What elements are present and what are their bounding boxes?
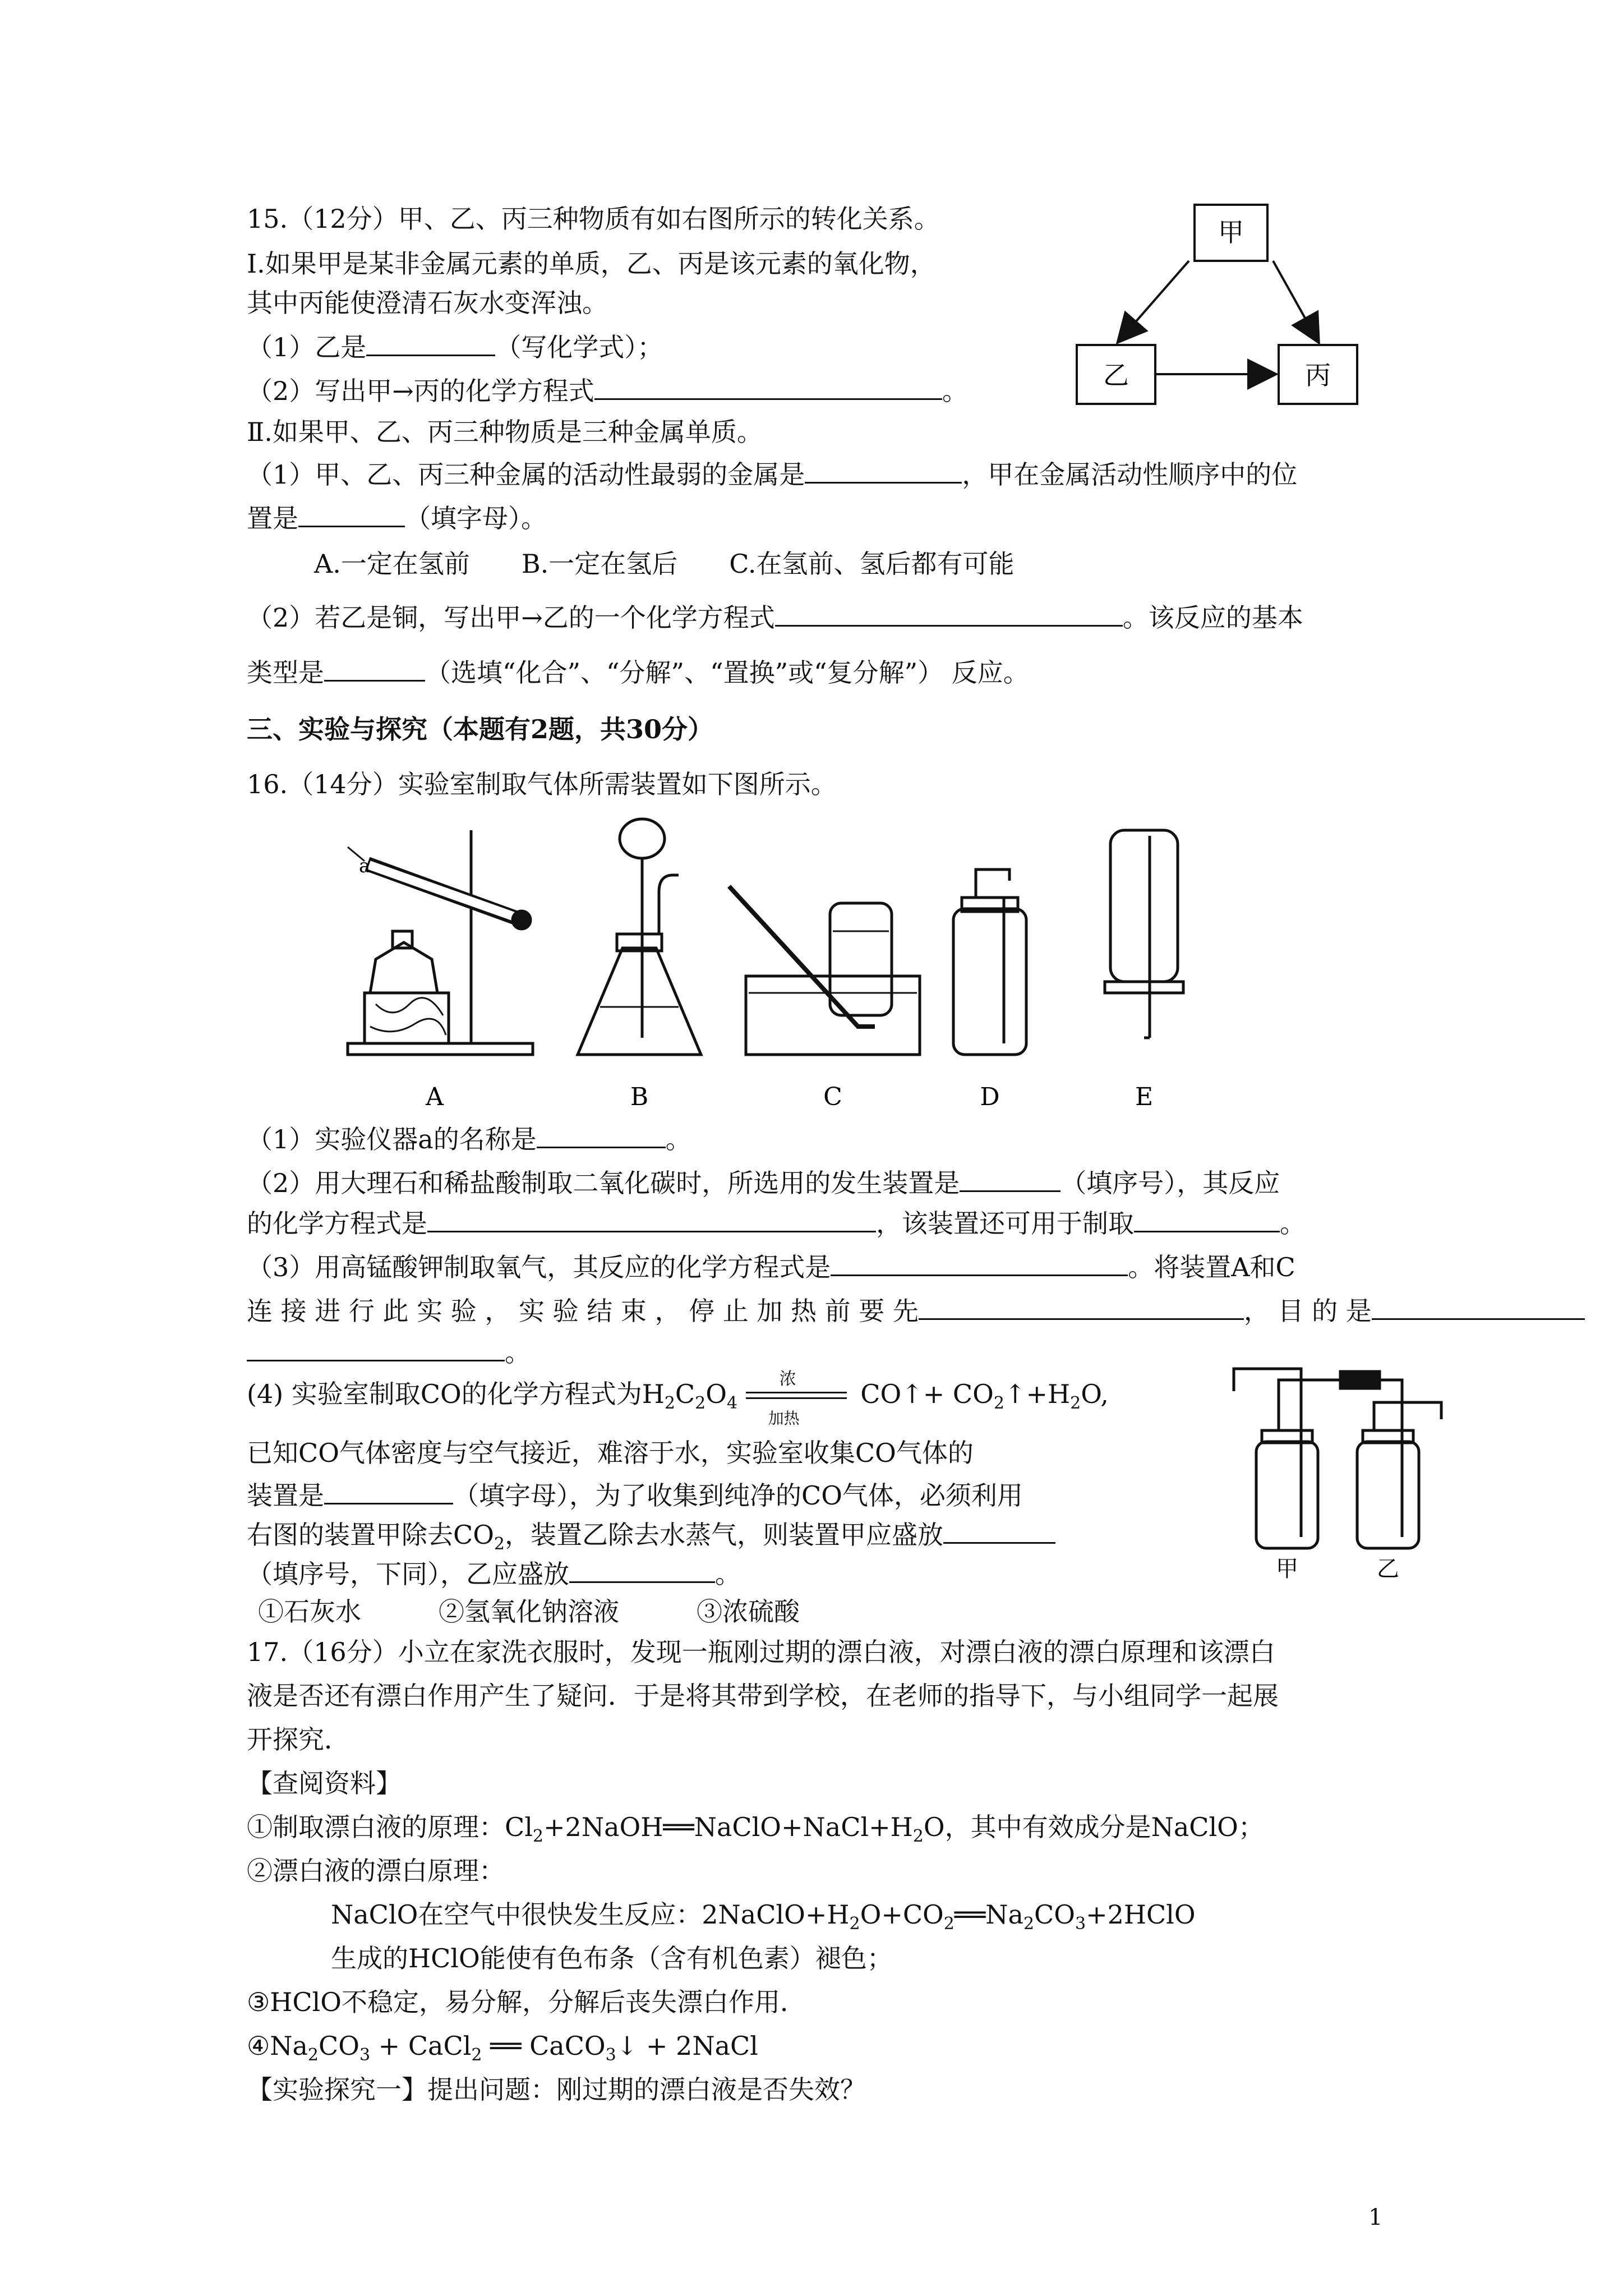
answer-blank[interactable] bbox=[537, 1122, 666, 1148]
q16-line3: （2）用大理石和稀盐酸制取二氧化碳时，所选用的发生装置是 （填序号），其反应 bbox=[247, 1166, 1280, 1200]
answer-blank[interactable] bbox=[594, 374, 942, 400]
label-A: A bbox=[426, 1083, 444, 1111]
q16-line5: （3）用高锰酸钾制取氧气，其反应的化学方程式是 。将装置A和C bbox=[247, 1250, 1295, 1284]
label-instrument-a: a bbox=[359, 855, 371, 877]
node-bing: 丙 bbox=[1305, 360, 1331, 390]
washing-bottles-figure bbox=[1217, 1346, 1475, 1588]
label-C: C bbox=[823, 1083, 842, 1111]
bottle-e bbox=[1110, 830, 1178, 982]
q15-line6: Ⅱ.如果甲、乙、丙三种物质是三种金属单质。 bbox=[247, 417, 763, 447]
answer-blank[interactable] bbox=[831, 1250, 1128, 1276]
q16-options: ①石灰水 ②氢氧化钠溶液 ③浓硫酸 bbox=[258, 1596, 800, 1627]
q15-line4: （1）乙是 （写化学式）； bbox=[247, 330, 663, 364]
q17-line3: 开探究． bbox=[247, 1724, 350, 1755]
q17-line7: NaClO在空气中很快发生反应：$2NaClO+H_2O+CO_2══Na_2CO_3+2HClO$ bbox=[331, 1899, 1196, 1934]
q16-line6: 连 接 进 行 此 实 验 ， 实 验 结 束 ， 停 止 加 热 前 要 先 ， 目 的 是 bbox=[247, 1294, 1585, 1328]
q15-line7: （1）甲、乙、丙三种金属的活动性最弱的金属是 ，甲在金属活动性顺序中的位 bbox=[247, 457, 1297, 491]
label-yi: 乙 bbox=[1377, 1556, 1399, 1582]
q16-line2: （1）实验仪器a的名称是 。 bbox=[247, 1122, 691, 1156]
answer-blank[interactable] bbox=[324, 1478, 453, 1504]
q15-line2: Ⅰ.如果甲是某非金属元素的单质，乙、丙是该元素的氧化物， bbox=[247, 249, 936, 279]
answer-blank[interactable] bbox=[366, 330, 495, 356]
apparatus-figure bbox=[336, 813, 1279, 1116]
answer-blank[interactable] bbox=[427, 1206, 876, 1232]
q16-line8: (4) 实验室制取CO的化学方程式为$H_2C_2O_4$ 浓 加热 CO↑+ $CO_2↑+H_2O$, bbox=[247, 1369, 1109, 1428]
q15-line3: 其中丙能使澄清石灰水变浑浊。 bbox=[247, 288, 608, 318]
q17-line10: $④Na_2CO_3$ + CaCl$_2$ ══ CaCO$_3$↓ + 2NaCl bbox=[247, 2031, 758, 2065]
label-B: B bbox=[630, 1083, 649, 1111]
answer-blank[interactable] bbox=[960, 1166, 1061, 1192]
q16-line12: （填序号，下同），乙应盛放 。 bbox=[247, 1557, 741, 1591]
q17-line5: ①制取漂白液的原理：$Cl_2+2NaOH══NaClO+NaCl+H_2O$，其中有效成分是NaClO； bbox=[247, 1812, 1264, 1847]
bottle-yi bbox=[1357, 1442, 1419, 1548]
q15-line11: 类型是 （选填“化合”、“分解”、“置换”或“复分解”） 反应。 bbox=[247, 655, 1029, 689]
q16-line4: 的化学方程式是 ，该装置还可用于制取 。 bbox=[247, 1206, 1306, 1240]
q16-line1: 16.（14分）实验室制取气体所需装置如下图所示。 bbox=[247, 769, 837, 799]
page-number: 1 bbox=[1368, 2205, 1383, 2230]
node-jia: 甲 bbox=[1218, 217, 1244, 247]
water-trough bbox=[746, 976, 920, 1055]
q17-line6: ②漂白液的漂白原理： bbox=[247, 1856, 505, 1886]
answer-blank[interactable] bbox=[324, 655, 425, 682]
answer-blank[interactable] bbox=[1372, 1294, 1585, 1320]
q17-line4: 【查阅资料】 bbox=[247, 1768, 402, 1798]
answer-blank[interactable] bbox=[919, 1294, 1244, 1320]
answer-blank[interactable] bbox=[1134, 1206, 1280, 1232]
label-jia: 甲 bbox=[1276, 1556, 1298, 1582]
alcohol-lamp bbox=[370, 942, 437, 993]
section-heading: 三、实验与探究（本题有2题，共30分） bbox=[247, 714, 714, 744]
node-yi: 乙 bbox=[1103, 360, 1129, 390]
q17-line8: 生成的HClO能使有色布条（含有机色素）褪色； bbox=[331, 1943, 893, 1973]
answer-blank[interactable] bbox=[943, 1517, 1055, 1544]
q16-line10: 装置是 （填字母），为了收集到纯净的CO气体，必须利用 bbox=[247, 1478, 1023, 1512]
q15-line8: 置是 （填字母）。 bbox=[247, 501, 547, 535]
answer-blank[interactable] bbox=[298, 501, 405, 527]
bottle-d bbox=[953, 909, 1026, 1055]
q15-options: A.一定在氢前 B.一定在氢后 C.在氢前、氢后都有可能 bbox=[314, 549, 1015, 579]
answer-blank[interactable] bbox=[569, 1557, 715, 1583]
answer-blank[interactable] bbox=[805, 457, 962, 484]
answer-blank[interactable] bbox=[775, 600, 1123, 627]
reaction-condition: 浓 加热 bbox=[746, 1385, 852, 1407]
q17-line9: ③HClO不稳定，易分解，分解后丧失漂白作用． bbox=[247, 1987, 806, 2017]
q15-line5: （2）写出甲→丙的化学方程式 。 bbox=[247, 374, 968, 408]
answer-blank[interactable] bbox=[247, 1335, 505, 1361]
bottle-jia bbox=[1256, 1442, 1318, 1548]
label-D: D bbox=[980, 1083, 1000, 1111]
transformation-diagram bbox=[1066, 191, 1368, 415]
label-E: E bbox=[1135, 1083, 1154, 1111]
q17-line2: 液是否还有漂白作用产生了疑问．于是将其带到学校，在老师的指导下，与小组同学一起展 bbox=[247, 1681, 1279, 1711]
q16-line11: 右图的装置甲除去$CO_2$，装置乙除去水蒸气，则装置甲应盛放 bbox=[247, 1517, 1055, 1561]
stand-base bbox=[348, 1043, 533, 1055]
q15-line1: 15.（12分）甲、乙、丙三种物质有如右图所示的转化关系。 bbox=[247, 204, 940, 234]
q17-line1: 17.（16分）小立在家洗衣服时，发现一瓶刚过期的漂白液，对漂白液的漂白原理和该漂白 bbox=[247, 1637, 1275, 1667]
q17-line11: 【实验探究一】提出问题：刚过期的漂白液是否失效？ bbox=[247, 2074, 866, 2105]
conical-flask bbox=[578, 948, 701, 1055]
q15-line10: （2）若乙是铜，写出甲→乙的一个化学方程式 。该反应的基本 bbox=[247, 600, 1303, 634]
q16-line7: 。 bbox=[247, 1335, 531, 1369]
q16-line9: 已知CO气体密度与空气接近，难溶于水，实验室收集CO气体的 bbox=[247, 1438, 974, 1468]
